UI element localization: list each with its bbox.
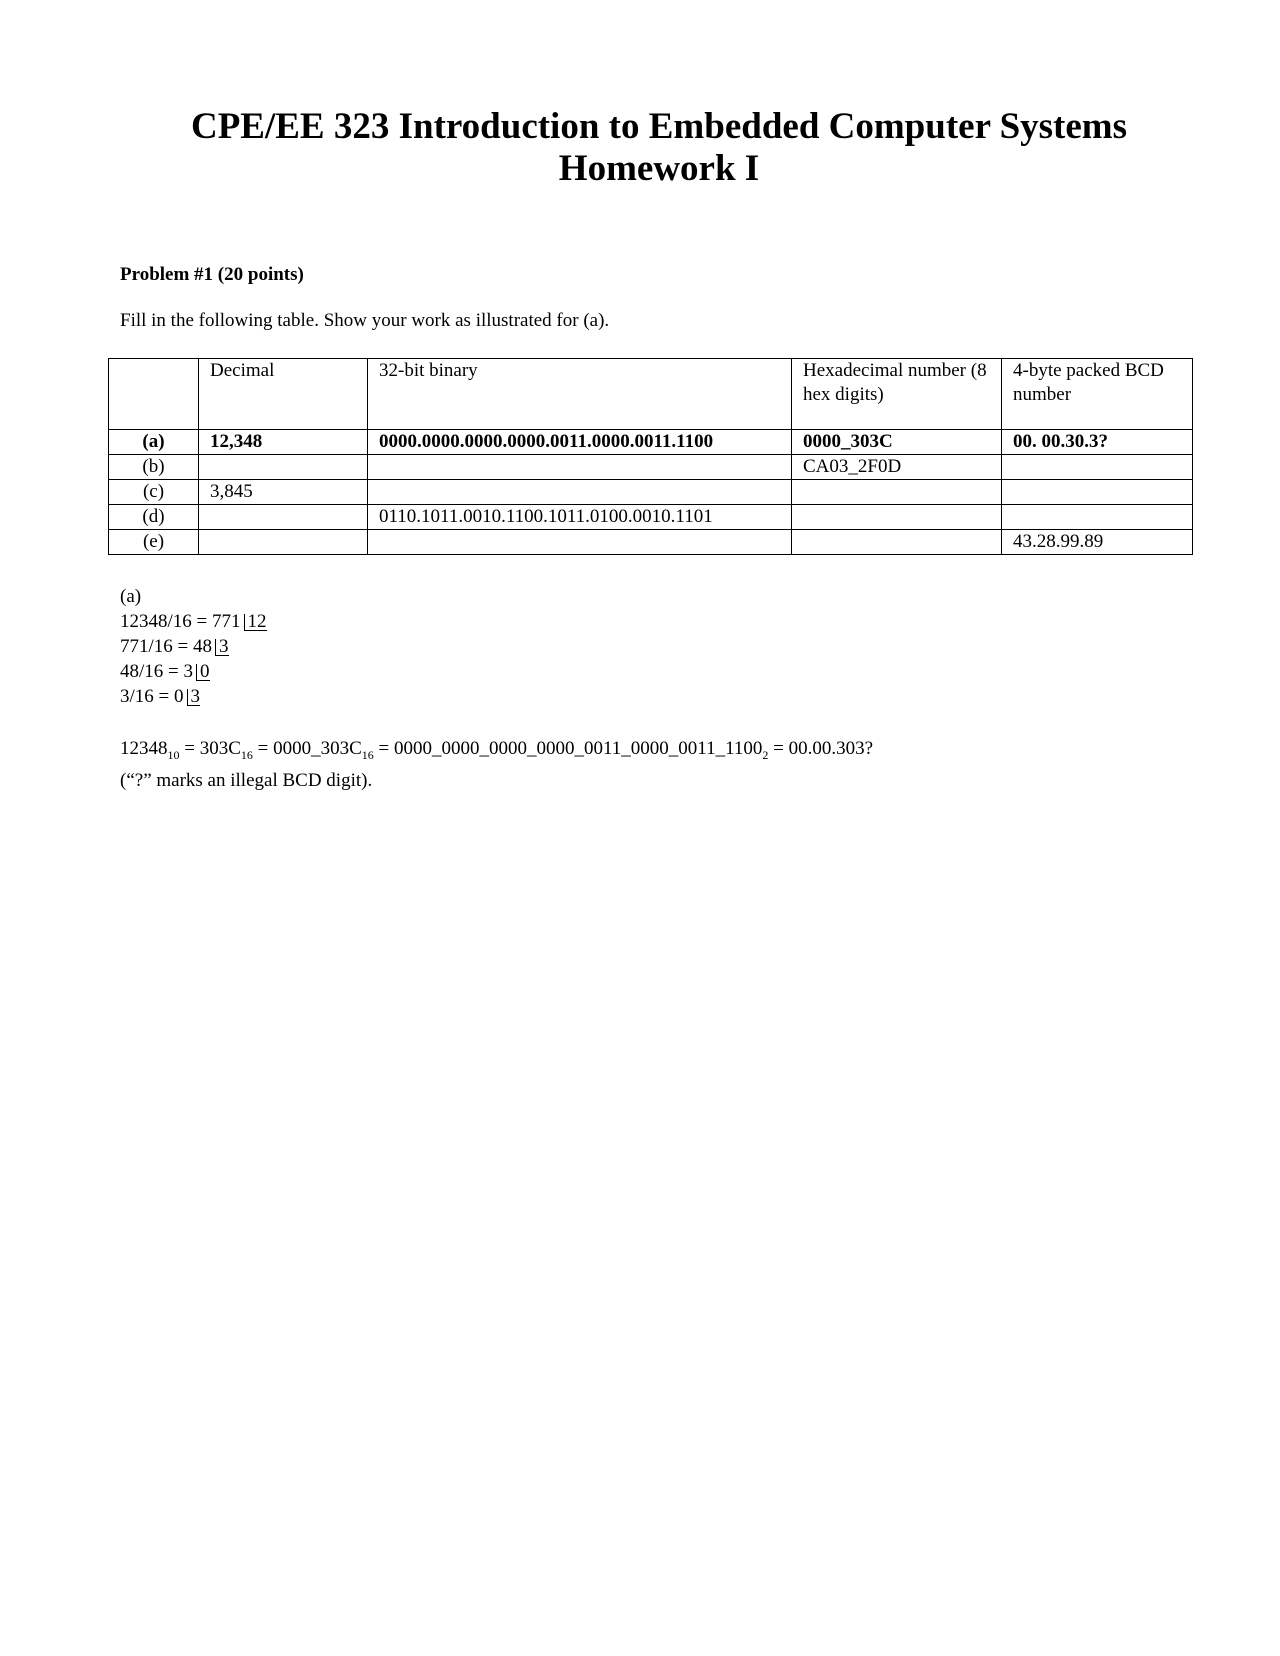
hex-cell (792, 530, 1002, 555)
binary-cell (368, 455, 792, 480)
division-remainder: 3 (187, 689, 201, 706)
page-subtitle: Homework I (558, 148, 760, 189)
row-label: (c) (109, 480, 199, 505)
header-hex: Hexadecimal number (8 hex digits) (792, 359, 1002, 430)
decimal-value: 12348 (120, 738, 168, 759)
division-step (120, 609, 267, 634)
padded-hex-equation: = 0000_303C (252, 738, 362, 759)
hex-base: 16 (240, 747, 253, 762)
binary-base: 2 (762, 747, 769, 762)
row-label: (b) (109, 455, 199, 480)
table-header-row (109, 359, 1193, 430)
decimal-base: 10 (167, 747, 180, 762)
division-step (120, 684, 267, 709)
division-step (120, 634, 267, 659)
bcd-cell (1002, 480, 1193, 505)
table-row (109, 480, 1193, 505)
table-row (109, 530, 1193, 555)
hex-equation: = 303C (179, 738, 241, 759)
decimal-cell: 12,348 (199, 430, 368, 455)
header-bcd: 4-byte packed BCD number (1002, 359, 1193, 430)
hex-cell (792, 505, 1002, 530)
bcd-cell (1002, 455, 1193, 480)
row-label: (e) (109, 530, 199, 555)
division-remainder: 0 (196, 664, 210, 681)
table-row (109, 430, 1193, 455)
binary-equation: = 0000_0000_0000_0000_0011_0000_0011_1100 (373, 738, 763, 759)
division-remainder: 12 (244, 614, 267, 631)
division-expression: 12348/16 = 771 (120, 611, 241, 632)
conversion-summary (120, 736, 873, 793)
problem-heading: Problem #1 (20 points) (120, 264, 304, 285)
decimal-cell (199, 455, 368, 480)
header-binary: 32-bit binary (368, 359, 792, 430)
row-label: (d) (109, 505, 199, 530)
division-expression: 48/16 = 3 (120, 661, 193, 682)
division-expression: 3/16 = 0 (120, 686, 184, 707)
header-decimal: Decimal (199, 359, 368, 430)
hex-cell: CA03_2F0D (792, 455, 1002, 480)
bcd-cell: 00. 00.30.3? (1002, 430, 1193, 455)
binary-cell: 0110.1011.0010.1100.1011.0100.0010.1101 (368, 505, 792, 530)
problem-instructions: Fill in the following table. Show your work as illustrated for (a). (120, 310, 610, 331)
binary-cell: 0000.0000.0000.0000.0011.0000.0011.1100 (368, 430, 792, 455)
binary-cell (368, 480, 792, 505)
bcd-cell (1002, 505, 1193, 530)
row-label: (a) (109, 430, 199, 455)
illegal-digit-note: (“?” marks an illegal BCD digit). (120, 769, 373, 791)
worked-example-label: (a) (120, 586, 142, 607)
decimal-cell: 3,845 (199, 480, 368, 505)
division-remainder: 3 (215, 639, 229, 656)
bcd-equation: = 00.00.303? (768, 738, 874, 759)
conversion-table (108, 358, 1193, 555)
conversion-equation (120, 736, 873, 768)
table-row (109, 455, 1193, 480)
decimal-cell (199, 530, 368, 555)
decimal-cell (199, 505, 368, 530)
division-step (120, 659, 267, 684)
hex-cell (792, 480, 1002, 505)
header-label-cell (109, 359, 199, 430)
division-expression: 771/16 = 48 (120, 636, 212, 657)
table-row (109, 505, 1193, 530)
hex-base: 16 (361, 747, 374, 762)
hex-cell: 0000_303C (792, 430, 1002, 455)
bcd-cell: 43.28.99.89 (1002, 530, 1193, 555)
binary-cell (368, 530, 792, 555)
worked-example (120, 584, 267, 709)
page-title: CPE/EE 323 Introduction to Embedded Computer Systems (190, 106, 1128, 147)
